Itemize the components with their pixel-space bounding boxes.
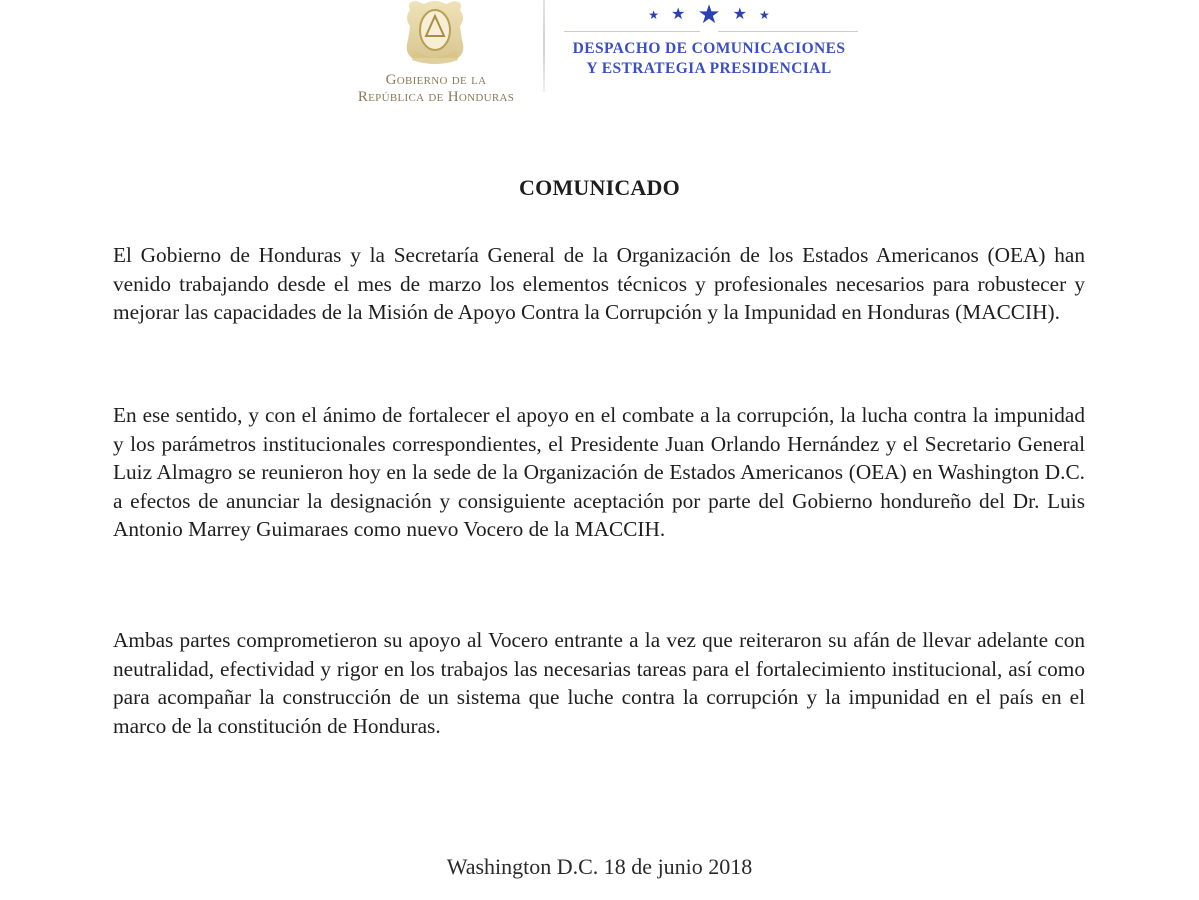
star-icon: ★ <box>697 0 721 30</box>
star-icon: ★ <box>671 6 686 24</box>
paragraph-1: El Gobierno de Honduras y la Secretaría General de la Organización de los Estados Americanos (OEA) han venido trabajando desde el mes de marzo los elementos técnicos y profesionales necesarios para robustecer y mejorar las capacidades de la Misión de Apoyo Contra la Corrupción y la Impunidad en Honduras (MACCIH). <box>113 243 1085 324</box>
paragraph-3: Ambas partes comprometieron su apoyo al Vocero entrante a la vez que reiteraron su afán de llevar adelante con neutralidad, efectividad y rigor en los trabajos las necesarias tareas para el fortalecimiento institucional, así como para acompañar la construcción de un sistema que luche contra la corrupción y la impunidad en el país en el marco de la constitución de Honduras. <box>113 628 1085 738</box>
letterhead <box>0 0 1199 115</box>
star-icon: ★ <box>759 8 770 23</box>
logo-divider <box>543 0 545 92</box>
rule-left <box>564 31 700 32</box>
office-logo <box>556 0 862 90</box>
rule-right <box>718 31 858 32</box>
government-name <box>338 72 534 106</box>
document-title: COMUNICADO <box>519 175 680 200</box>
government-name-line1: Gobierno de la <box>385 72 487 88</box>
star-icon: ★ <box>732 6 747 24</box>
place-and-date: Washington D.C. 18 de junio 2018 <box>446 854 753 879</box>
paragraph-2: En ese sentido, y con el ánimo de fortalecer el apoyo en el combate a la corrupción, la lucha contra la impunidad y los parámetros institucionales correspondientes, el Presidente Juan Orlando Hernández y el Secretario General Luiz Almagro se reunieron hoy en la sede de la Organización de Estados Americanos (OEA) en Washington D.C. a efectos de anunciar la designación y consiguiente aceptación por parte del Gobierno hondureño del Dr. Luis Antonio Marrey Guimaraes como nuevo Vocero de la MACCIH. <box>113 403 1085 541</box>
office-name-line2: Y ESTRATEGIA PRESIDENCIAL <box>586 60 832 77</box>
stars-row <box>556 2 862 28</box>
office-name-line1: DESPACHO DE COMUNICACIONES <box>572 40 846 57</box>
government-logo <box>338 0 534 110</box>
office-name <box>556 39 862 79</box>
coat-of-arms-icon <box>400 0 470 66</box>
government-name-line2: República de Honduras <box>357 89 515 105</box>
star-icon: ★ <box>648 8 659 23</box>
